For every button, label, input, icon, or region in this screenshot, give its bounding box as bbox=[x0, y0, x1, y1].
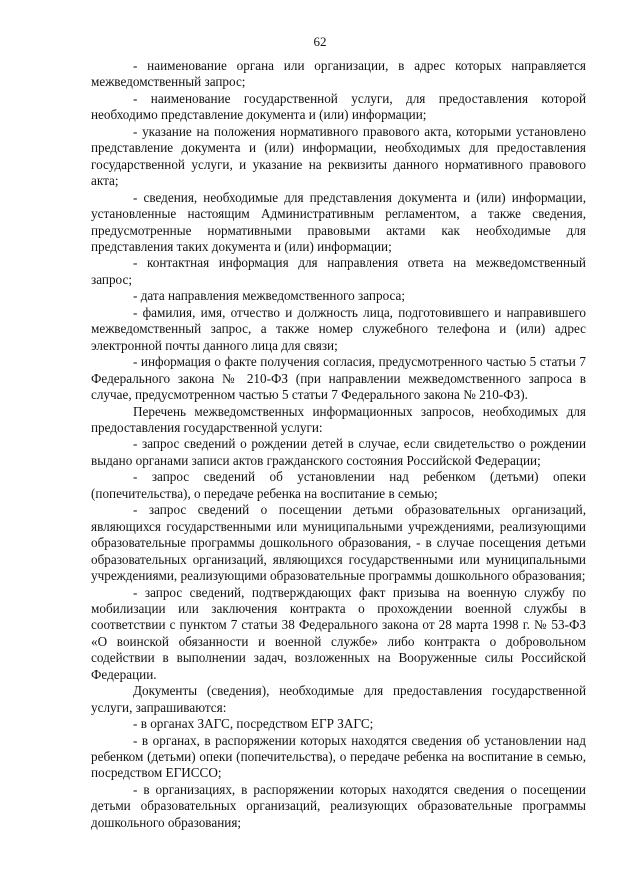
paragraph-egisso-source: - в органах, в распоряжении которых находятся сведения об установлении над ребенком (детьми) опеки (попечительства), о передаче ребенка на воспитание в семью, посредством ЕГИССО; bbox=[91, 732, 586, 781]
paragraph-education-org-source: - в организациях, в распоряжении которых находятся сведения о посещении детьми образовательных организаций, реализующих образовательные программы дошкольного образования; bbox=[91, 781, 586, 830]
paragraph-documents-requested-intro: Документы (сведения), необходимые для предоставления государственной услуги, запрашиваются: bbox=[91, 683, 586, 715]
paragraph-guardianship-request: - запрос сведений об установлении над ребенком (детьми) опеки (попечительства), о передаче ребенка на воспитание в семью; bbox=[91, 469, 586, 501]
paragraph-request-addressee: - наименование органа или организации, в адрес которых направляется межведомственный запрос; bbox=[91, 58, 586, 90]
paragraph-legal-act-reference: - указание на положения нормативного правового акта, которыми установлено представление документа и (или) информации, необходимых для предоставления государственной услуги, и указание на реквизиты данного нормативного правового акта; bbox=[91, 123, 586, 189]
paragraph-zags-source: - в органах ЗАГС, посредством ЕГР ЗАГС; bbox=[133, 716, 374, 732]
paragraph-service-name: - наименование государственной услуги, для предоставления которой необходимо представление документа и (или) информации; bbox=[91, 90, 586, 123]
page-number: 62 bbox=[313, 34, 327, 49]
paragraph-responsible-person: - фамилия, имя, отчество и должность лица, подготовившего и направившего межведомственный запрос, а также номер служебного телефона и (или) адрес электронной почты данного лица для связи; bbox=[91, 304, 586, 353]
paragraph-required-info: - сведения, необходимые для представления документа и (или) информации, установленные настоящим Административным регламентом, а также сведения, предусмотренные нормативными правовыми актами как необходимые для представления таких документа и (или) информации; bbox=[91, 189, 586, 254]
paragraph-military-service-request: - запрос сведений, подтверждающих факт призыва на военную службу по мобилизации или заключения контракта о прохождении военной службы в соответствии с пунктом 7 статьи 38 Федерального закона от 28 марта 1998 г. № 53-ФЗ «О воинской обязанности и военной службе» либо контракта о добровольном содействии в выполнении задач, возложенных на Вооруженные силы Российской Федерации. bbox=[91, 584, 586, 682]
document-body bbox=[91, 58, 586, 831]
paragraph-contact-info: - контактная информация для направления ответа на межведомственный запрос; bbox=[91, 255, 586, 287]
paragraph-request-list-intro: Перечень межведомственных информационных запросов, необходимых для предоставления государственной услуги: bbox=[91, 403, 586, 435]
paragraph-consent-info: - информация о факте получения согласия, предусмотренного частью 5 статьи 7 Федерального закона № 210-ФЗ (при направлении межведомственного запроса в случае, предусмотренном частью 5 статьи 7 Федерального закона № 210-ФЗ). bbox=[91, 354, 586, 403]
paragraph-request-date: - дата направления межведомственного запроса; bbox=[133, 288, 406, 304]
paragraph-birth-records-request: - запрос сведений о рождении детей в случае, если свидетельство о рождении выдано органами записи актов гражданского состояния Российской Федерации; bbox=[91, 436, 586, 468]
paragraph-education-attendance-request: - запрос сведений о посещении детьми образовательных организаций, являющихся государственными или муниципальными учреждениями, реализующими образовательные программы дошкольного образования, - в случае посещения детьми образовательных организаций, являющихся государственными или муниципальными учреждениями, реализующими образовательные программы дошкольного образования; bbox=[91, 502, 586, 584]
